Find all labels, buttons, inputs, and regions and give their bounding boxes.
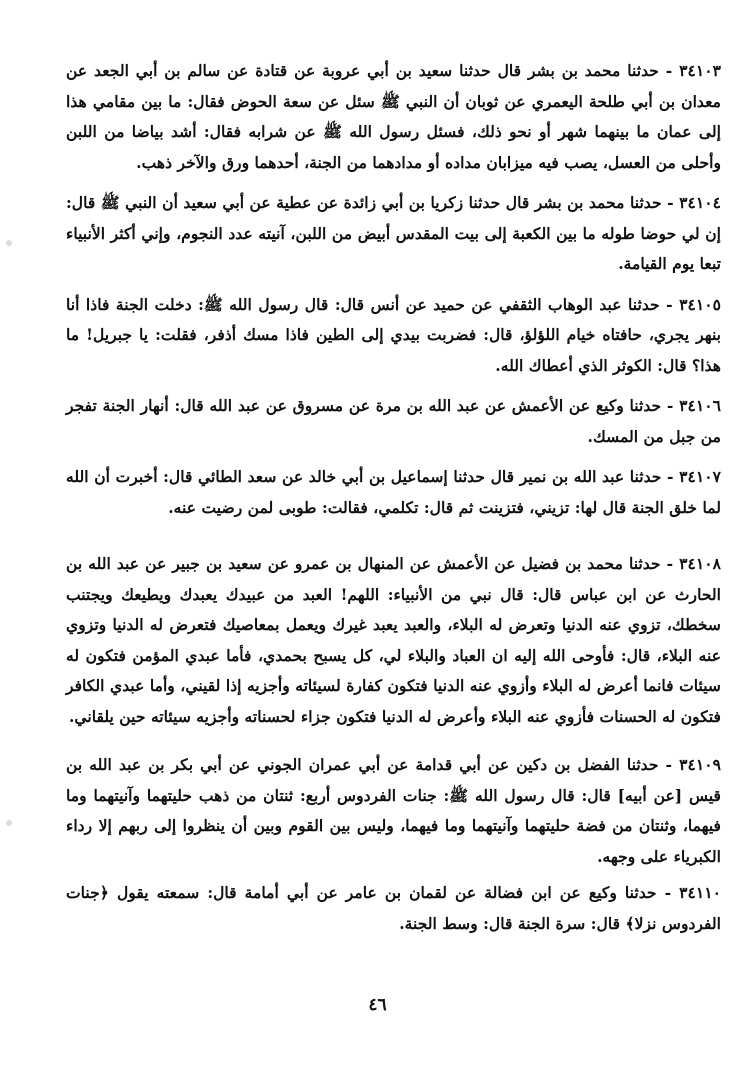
hadith-text: - حدثنا عبد الوهاب الثقفي عن حميد عن أنس قال: قال رسول الله ﷺ: دخلت الجنة فاذا أنا بنهر يجري، حافتاه خيام اللؤلؤ، قال: فضربت بيدي إلى الطين فاذا مسك أذفر، فقلت: يا جبريل! ما هذا؟ قال: الكوثر الذي أعطاك الله. [66,294,721,375]
hadith-text: - حدثنا وكيع عن ابن فضالة عن لقمان بن عامر عن أبي أمامة قال: سمعته يقول ﴿جنات الفردوس نزلا﴾ قال: سرة الجنة قال: وسط الجنة. [66,883,721,933]
hadith-number: ٣٤١٠٤ [679,193,721,212]
page-number: ٤٦ [368,995,387,1015]
hadith-number: ٣٤١٠٩ [679,755,721,774]
hadith-paragraph [66,188,721,280]
hadith-text: - حدثنا محمد بن بشر قال حدثنا سعيد بن أبي عروبة عن قتادة عن سالم بن أبي الجعد عن معدان بن أبي طلحة اليعمري عن ثوبان أن النبي ﷺ سئل عن سعة الحوض فقال: ما بين مقامي هذا إلى عمان ما بينهما شهر أو نحو ذلك، فسئل رسول الله ﷺ عن شرابه فقال: أشد بياضا من اللبن وأحلى من العسل، يصب فيه ميزابان مداده أو مدادهما من الجنة، أحدهما ورق والآخر ذهب. [66,61,721,172]
hadith-number: ٣٤١٠٨ [679,554,721,573]
hadith-number: ٣٤١٠٦ [679,396,721,415]
hadith-text: - حدثنا محمد بن بشر قال حدثنا زكريا بن أبي زائدة عن عطية عن أبي سعيد أن النبي ﷺ قال: إن لي حوضا طوله ما بين الكعبة إلى بيت المقدس أبيض من اللبن، آنيته عدد النجوم، وإني أكثر الأنبياء تبعا يوم القيامة. [66,193,721,273]
binding-mark-bottom [6,820,12,826]
hadith-paragraph [66,290,721,382]
hadith-text: - حدثنا عبد الله بن نمير قال حدثنا إسماعيل بن أبي خالد عن سعد الطائي قال: أخبرت أن الله لما خلق الجنة قال لها: تزيني، فتزينت ثم قال: تكلمي، فقالت: طوبى لمن رضيت عنه. [66,467,721,517]
hadith-paragraph [66,462,721,523]
hadith-number: ٣٤١٠٧ [679,467,721,486]
hadith-paragraph [66,56,721,178]
hadith-text: - حدثنا محمد بن فضيل عن الأعمش عن المنهال بن عمرو عن سعيد بن جبير عن عبد الله بن الحارث عن ابن عباس قال: قال نبي من الأنبياء: اللهم! العبد من عبيدك يعبدك ويطيعك ويجتنب سخطك، تزوي عنه الدنيا وتعرض له البلاء، والعبد يعبد غيرك ويعمل بمعاصيك فتعرض له الدنيا وتزوي عنه البلاء، قال: فأوحى الله إليه ان العباد والبلاء لي، كل يسبح بحمدي، فأما عبدي المؤمن فتكون له سيئات فانما أعرض له البلاء وأزوي عنه الدنيا فتكون كفارة لسيئاته وأجزيه إذا لقيني، وأما عبدي الكافر فتكون له الحسنات فأزوي عنه البلاء وأعرض له الدنيا فتكون جزاء لحسناته وأجزيه سيئاته حين يلقاني. [66,554,721,726]
hadith-number: ٣٤١٠٥ [679,294,721,314]
binding-mark-top [6,240,12,246]
hadith-text: - حدثنا الفضل بن دكين عن أبي قدامة عن أبي عمران الجوني عن أبي بكر بن عبد الله بن قيس [عن أبيه] قال: قال رسول الله ﷺ: جنات الفردوس أربع: ثنتان من ذهب حليتهما وآنيتهما وما فيهما، وثنتان من فضة حليتهما وآنيتهما وما فيهما، وليس بين القوم وبين أن ينظروا إلى ربهم إلا رداء الكبرياء على وجهه. [66,755,721,866]
hadith-paragraph [66,549,721,732]
hadith-paragraph [66,750,721,872]
hadith-paragraph [66,391,721,452]
hadith-number: ٣٤١٠٣ [679,61,721,80]
hadith-text: - حدثنا وكيع عن الأعمش عن عبد الله بن مرة عن مسروق عن عبد الله قال: أنهار الجنة تفجر من جبل من المسك. [66,396,721,446]
hadith-text-block [66,56,721,939]
hadith-number: ٣٤١١٠ [679,883,721,902]
hadith-paragraph [66,878,721,939]
